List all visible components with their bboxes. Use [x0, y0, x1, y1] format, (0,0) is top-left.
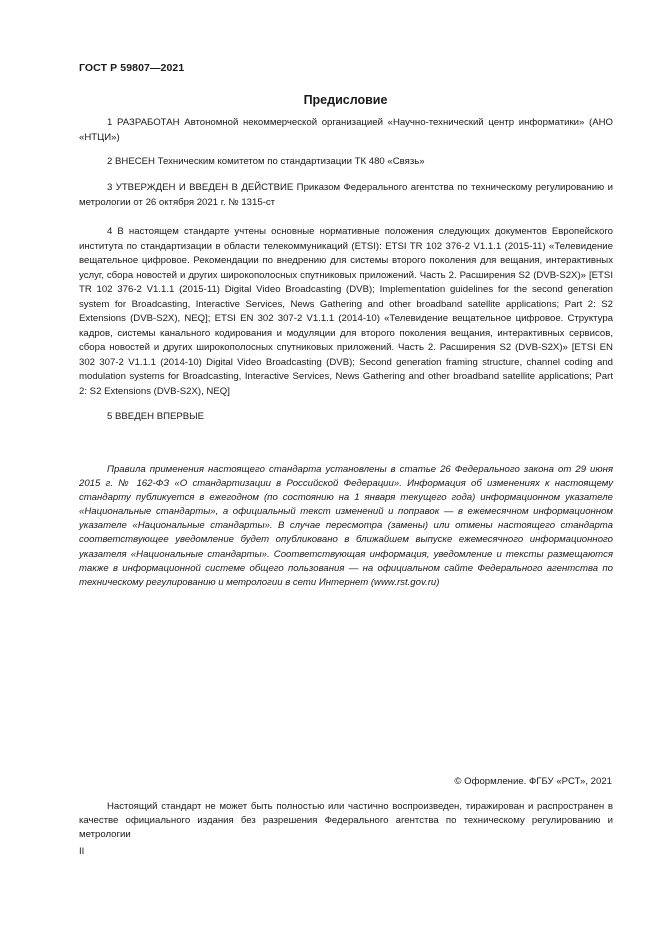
application-rules-notice: Правила применения настоящего стандарта установлены в статье 26 Федерального закона от 29 июня 2015 г. № 162-ФЗ «О стандартизации в Российской Федерации». Информация об изменениях к настоящему стандарту публикуется в ежегодном (по состоянию на 1 января текущего года) информационном указателе «Национальные стандарты», а официальный текст изменений и поправок — в ежемесячном информационном указателе «Национальные стандарты». В случае пересмотра (замены) или отмены настоящего стандарта соответствующее уведомление будет опубликовано в ближайшем выпуске ежемесячного информационного указателя «Национальные стандарты». Соответствующая информация, уведомление и тексты размещаются также в информационной системе общего пользования — на официальном сайте Федерального агентства по техническому регулированию и метрологии в сети Интернет (www.rst.gov.ru) [79, 464, 613, 588]
foreword-title: Предисловие [303, 93, 388, 107]
page-number: II [79, 846, 85, 857]
foreword-item-introduced: 2 ВНЕСЕН Техническим комитетом по стандартизации ТК 480 «Связь» [107, 156, 425, 167]
standard-number: ГОСТ Р 59807—2021 [79, 62, 185, 74]
foreword-item-referenced-documents: 4 В настоящем стандарте учтены основные нормативные положения следующих документов Европейского института по стандартизации в области телекоммуникаций (ETSI): ETSI TR 102 376-2 V1.1.1 (2015-11) «Телевидение вещательное цифровое. Рекомендации по внедрению для системы второго поколения для вещания, интерактивных услуг, сбора новостей и других широкополосных спутниковых приложений. Часть 2. Расширения S2 (DVB-S2X)» [ETSI TR 102 376-2 V1.1.1 (2015-11) Digital Video Broadcasting (DVB); Implementation guidelines for the second generation system for Broadcasting, Interactive Services, News Gathering and other broadband satellite applications; Part 2: S2 Extensions (DVB-S2X), NEQ]; ETSI EN 302 307-2 V1.1.1 (2014-10) «Телевидение вещательное цифровое. Структура кадров, системы канального кодирования и модуляции для второго поколения вещания, интерактивных сервисов, сбора новостей и других широкополосных спутниковых приложений. Часть 2. Расширения S2 (DVB-S2X)» [ETSI EN 302 307-2 V1.1.1 (2014-10) Digital Video Broadcasting (DVB); Second generation framing structure, channel coding and modulation systems for Broadcasting, Interactive Services, News Gathering and other broadband satellite applications; Part 2: S2 Extensions (DVB-S2X), NEQ] [79, 226, 613, 397]
foreword-item-approved: 3 УТВЕРЖДЕН И ВВЕДЕН В ДЕЙСТВИЕ Приказом Федерального агентства по техническому регулированию и метрологии от 26 октября 2021 г. № 1315-ст [79, 182, 613, 208]
reproduction-notice: Настоящий стандарт не может быть полностью или частично воспроизведен, тиражирован и распространен в качестве официального издания без разрешения Федерального агентства по техническому регулированию и метрологии [79, 801, 613, 841]
foreword-item-developed: 1 РАЗРАБОТАН Автономной некоммерческой организацией «Научно-технический центр информатики» (АНО «НТЦИ») [79, 117, 613, 143]
foreword-item-first-introduced: 5 ВВЕДЕН ВПЕРВЫЕ [107, 411, 205, 422]
copyright-line: © Оформление. ФГБУ «РСТ», 2021 [454, 776, 612, 787]
